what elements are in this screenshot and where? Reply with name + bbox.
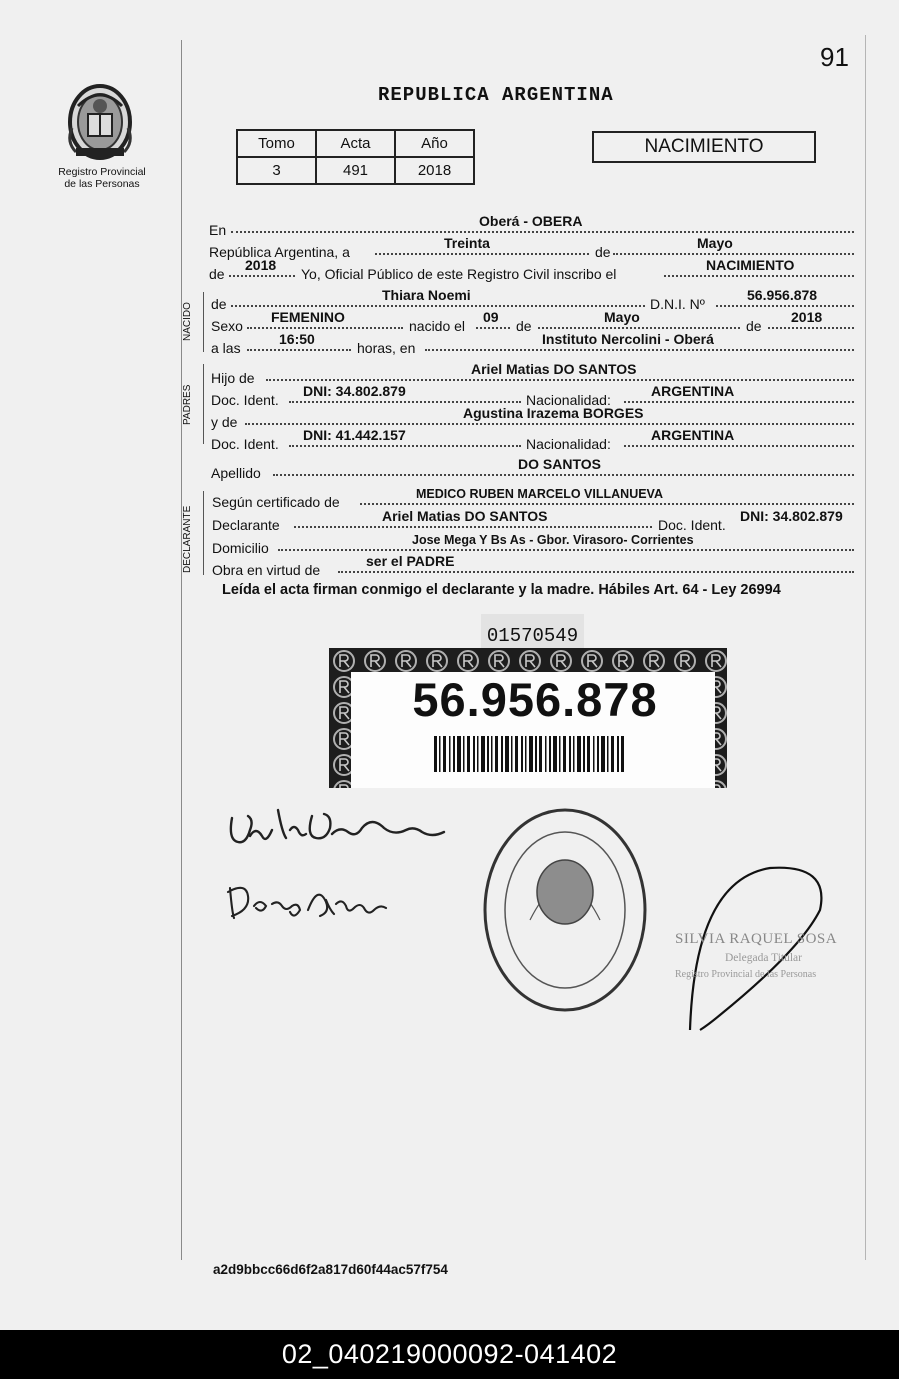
born-line-time-place: a las 16:50 horas, en Instituto Nercolini - Oberá <box>211 335 854 355</box>
place-value: Oberá - OBERA <box>479 213 583 229</box>
delegate-name: SILVIA RAQUEL SOSA <box>675 931 838 947</box>
registry-header-cell: Año <box>395 130 474 157</box>
right-margin-line <box>865 35 866 1260</box>
section-label-parents: PADRES <box>182 384 193 425</box>
father-name-value: Ariel Matias DO SANTOS <box>471 361 637 377</box>
section-bracket <box>203 292 210 352</box>
declarant-name-value: Ariel Matias DO SANTOS <box>382 508 548 524</box>
certificate-value: MEDICO RUBEN MARCELO VILLANUEVA <box>416 487 663 501</box>
dni-large-number: 56.956.878 <box>412 673 658 726</box>
surname-line: Apellido DO SANTOS <box>211 460 854 480</box>
mother-doc-value: DNI: 41.442.157 <box>303 427 406 443</box>
address-value: Jose Mega Y Bs As - Gbor. Virasoro- Corrientes <box>412 533 694 547</box>
child-name-value: Thiara Noemi <box>382 287 471 303</box>
registry-value-cell: 3 <box>237 157 316 184</box>
parents-line-father: Hijo de Ariel Matias DO SANTOS <box>211 365 854 385</box>
serial-number: 01570549 <box>481 614 584 658</box>
birth-time-value: 16:50 <box>279 331 315 347</box>
page-number: 91 <box>820 42 849 72</box>
delegate-office: Registro Provincial de las Personas <box>675 969 817 980</box>
father-nationality-value: ARGENTINA <box>651 383 735 399</box>
capacity-value: ser el PADRE <box>366 553 455 569</box>
declarant-line-capacity: Obra en virtud de ser el PADRE <box>212 557 854 577</box>
declarant-doc-value: DNI: 34.802.879 <box>740 508 843 524</box>
birth-year-value: 2018 <box>791 309 823 325</box>
section-label-born: NACIDO <box>182 302 193 341</box>
agency-caption: Registro Provincial de las Personas <box>58 166 146 190</box>
section-bracket <box>203 364 210 444</box>
delegate-role: Delegada Titular <box>725 952 802 964</box>
registry-value-cell: 491 <box>316 157 395 184</box>
sex-value: FEMENINO <box>271 309 345 325</box>
document-hash: a2d9bbcc66d6f2a817d60f44ac57f754 <box>213 1262 448 1277</box>
born-line-name: de Thiara Noemi D.N.I. Nº 56.956.878 <box>211 291 854 311</box>
country-title: REPUBLICA ARGENTINA <box>378 84 614 106</box>
parents-line-mother-doc: Doc. Ident. DNI: 41.442.157 Nacionalidad: ARGENTINA <box>211 431 854 451</box>
day-word-value: Treinta <box>444 235 490 251</box>
closing-statement: Leída el acta firman conmigo el declarante y la madre. Hábiles Art. 64 - Ley 26994 <box>222 582 781 598</box>
mother-name-value: Agustina Irazema BORGES <box>463 405 644 421</box>
born-line-sex-date: Sexo FEMENINO nacido el 09 de Mayo de 2018 <box>211 313 854 333</box>
section-label-declarant: DECLARANTE <box>182 505 193 573</box>
registry-header-cell: Acta <box>316 130 395 157</box>
record-word-value: NACIMIENTO <box>706 257 795 273</box>
registry-table <box>236 129 475 185</box>
left-margin-line <box>181 40 182 1260</box>
parents-line-father-doc: Doc. Ident. DNI: 34.802.879 Nacionalidad: ARGENTINA <box>211 387 854 407</box>
mother-nationality-value: ARGENTINA <box>651 427 735 443</box>
surname-value: DO SANTOS <box>518 456 601 472</box>
registry-value-cell: 2018 <box>395 157 474 184</box>
declarant-line-certificate: Según certificado de MEDICO RUBEN MARCELO VILLANUEVA <box>212 489 854 509</box>
birth-month-value: Mayo <box>604 309 640 325</box>
intro-line-place: En Oberá - OBERA <box>209 217 854 237</box>
birth-day-value: 09 <box>483 309 499 325</box>
father-doc-value: DNI: 34.802.879 <box>303 383 406 399</box>
year-value: 2018 <box>245 257 277 273</box>
month-value: Mayo <box>697 235 733 251</box>
declarant-line-name: Declarante Ariel Matias DO SANTOS Doc. Ident. DNI: 34.802.879 <box>212 508 843 533</box>
registry-header-cell: Tomo <box>237 130 316 157</box>
child-dni-value: 56.956.878 <box>747 287 818 303</box>
declarant-line-address: Domicilio Jose Mega Y Bs As - Gbor. Virasoro- Corrientes <box>212 535 854 555</box>
intro-line-date: República Argentina, a Treinta de Mayo <box>209 239 854 259</box>
scan-footer-code: 02_040219000092-041402 <box>0 1330 899 1379</box>
record-type-box: NACIMIENTO <box>592 131 816 163</box>
parents-line-mother: y de Agustina Irazema BORGES <box>211 409 854 429</box>
intro-line-clause: de 2018 Yo, Oficial Público de este Registro Civil inscribo el NACIMIENTO <box>209 261 854 281</box>
signatures-and-seal <box>220 800 860 1040</box>
birth-place-value: Instituto Nercolini - Oberá <box>542 331 714 347</box>
section-bracket <box>203 491 210 575</box>
province-coat-of-arms-logo <box>62 76 138 162</box>
